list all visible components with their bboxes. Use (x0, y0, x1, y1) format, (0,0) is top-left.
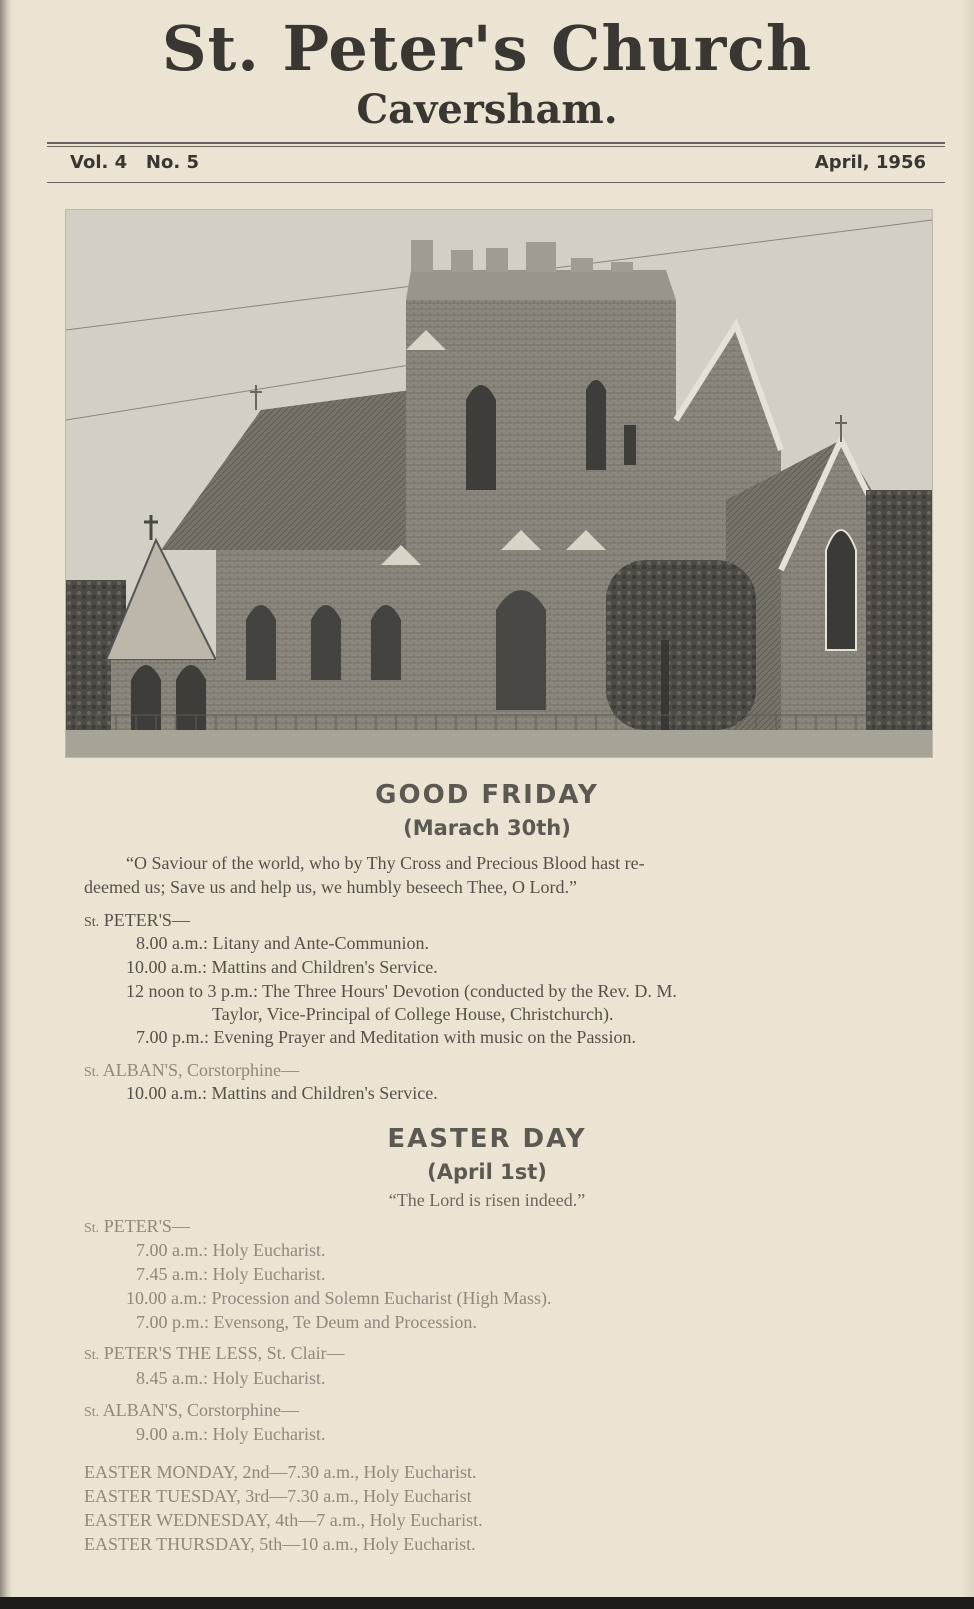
easter-week-line: EASTER WEDNESDAY, 4th—7 a.m., Holy Eucharist. (84, 1510, 483, 1530)
service-line: 7.00 p.m.: Evening Prayer and Meditation with music on the Passion. (136, 1027, 636, 1047)
good-friday-prayer-line-2: deemed us; Save us and help us, we humbly beseech Thee, O Lord.” (84, 877, 578, 897)
masthead-rule-top-thin (47, 146, 945, 147)
service-line: Taylor, Vice-Principal of College House, Christchurch). (212, 1004, 614, 1024)
church-name: PETER'S THE LESS, St. Clair— (103, 1343, 345, 1363)
service-line: 10.00 a.m.: Mattins and Children's Service. (126, 957, 438, 977)
easter-st-peters-less-heading (84, 1343, 345, 1364)
church-name: PETER'S— (103, 910, 190, 930)
easter-day-heading: EASTER DAY (387, 1124, 587, 1154)
church-name: ALBAN'S, Corstorphine— (102, 1400, 299, 1420)
service-line: 12 noon to 3 p.m.: The Three Hours' Devotion (conducted by the Rev. D. M. (126, 981, 677, 1001)
easter-day-date: (April 1st) (427, 1160, 547, 1184)
service-line: 7.00 p.m.: Evensong, Te Deum and Procession. (136, 1312, 477, 1332)
good-friday-heading: GOOD FRIDAY (375, 780, 599, 810)
service-line: 8.45 a.m.: Holy Eucharist. (136, 1368, 326, 1388)
service-line: 9.00 a.m.: Holy Eucharist. (136, 1424, 326, 1444)
saint-abbrev: St. (84, 1065, 100, 1080)
page-bottom-edge (0, 1597, 974, 1609)
church-name: PETER'S— (103, 1216, 190, 1236)
saint-abbrev: St. (84, 915, 100, 930)
masthead-subtitle: Caversham. (356, 86, 618, 133)
service-line: 7.00 a.m.: Holy Eucharist. (136, 1240, 326, 1260)
easter-st-peters-heading (84, 1216, 190, 1237)
service-line: 7.45 a.m.: Holy Eucharist. (136, 1264, 326, 1284)
good-friday-st-albans-heading (84, 1060, 299, 1081)
easter-quote: “The Lord is risen indeed.” (388, 1190, 586, 1210)
volume-number: Vol. 4 No. 5 (70, 152, 199, 173)
masthead-title: St. Peter's Church (161, 12, 813, 85)
masthead-rule-top (47, 142, 945, 144)
church-name: ALBAN'S, Corstorphine— (102, 1060, 299, 1080)
easter-week-line: EASTER TUESDAY, 3rd—7.30 a.m., Holy Eucharist (84, 1486, 472, 1506)
service-line: 8.00 a.m.: Litany and Ante-Communion. (136, 933, 429, 953)
issue-date: April, 1956 (814, 152, 926, 173)
easter-week-line: EASTER THURSDAY, 5th—10 a.m., Holy Eucharist. (84, 1534, 476, 1554)
good-friday-date: (Marach 30th) (403, 816, 571, 840)
good-friday-prayer-line-1: “O Saviour of the world, who by Thy Cross and Precious Blood hast re- (126, 853, 645, 873)
saint-abbrev: St. (84, 1348, 100, 1363)
service-line: 10.00 a.m.: Mattins and Children's Service. (126, 1083, 438, 1103)
saint-abbrev: St. (84, 1221, 100, 1236)
easter-st-albans-heading (84, 1400, 299, 1421)
service-line: 10.00 a.m.: Procession and Solemn Eucharist (High Mass). (126, 1288, 552, 1308)
good-friday-st-peters-heading (84, 910, 190, 931)
easter-week-line: EASTER MONDAY, 2nd—7.30 a.m., Holy Eucharist. (84, 1462, 477, 1482)
church-photograph (65, 209, 933, 758)
masthead-rule-bottom (47, 182, 945, 183)
saint-abbrev: St. (84, 1405, 100, 1420)
